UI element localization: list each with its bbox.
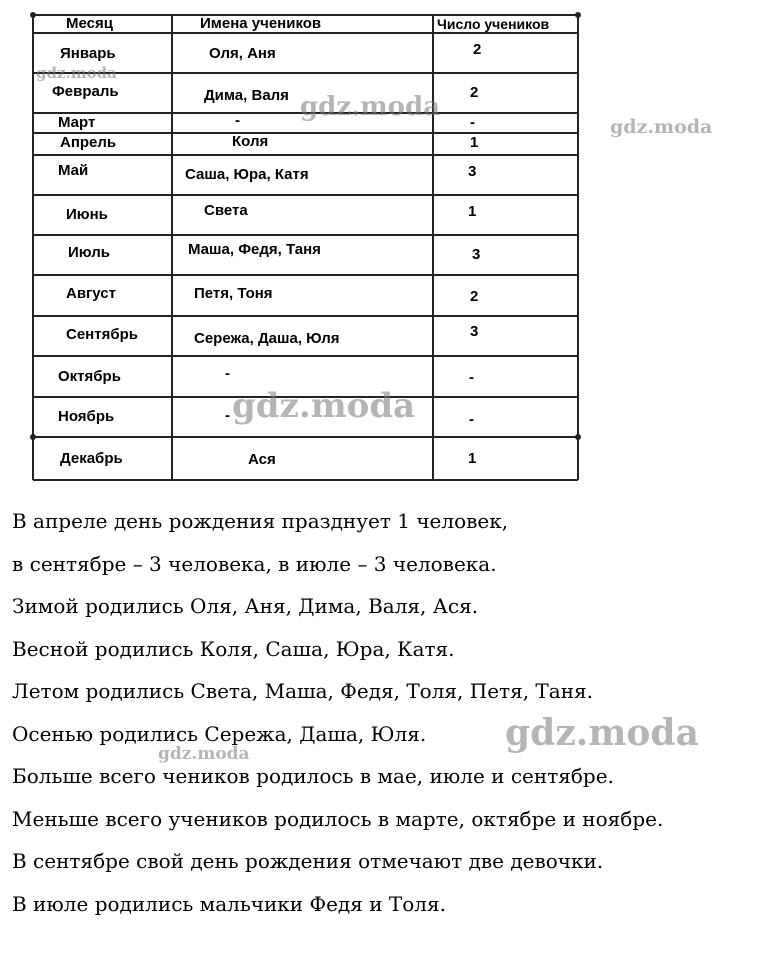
row-month: Сентябрь: [66, 326, 138, 343]
row-month: Март: [58, 114, 96, 131]
answer-line: Летом родились Света, Маша, Федя, Толя, Петя, Таня.: [12, 679, 593, 703]
row-count: 3: [472, 246, 481, 263]
row-count: 1: [468, 450, 477, 467]
row-names: Петя, Тоня: [194, 285, 273, 302]
answer-line: Осенью родились Сережа, Даша, Юля.: [12, 722, 427, 746]
row-month: Июнь: [66, 206, 108, 223]
watermark: gdz.moda: [505, 712, 699, 754]
row-names: Дима, Валя: [204, 87, 289, 104]
row-count: 3: [468, 163, 477, 180]
row-names: Маша, Федя, Таня: [188, 241, 321, 258]
answer-line: Зимой родились Оля, Аня, Дима, Валя, Ася.: [12, 594, 479, 618]
row-names: -: [225, 365, 230, 382]
header-month: Месяц: [66, 15, 113, 32]
watermark: gdz.moda: [36, 64, 117, 82]
row-names: Сережа, Даша, Юля: [194, 330, 340, 347]
row-month: Август: [66, 285, 116, 302]
watermark: gdz.moda: [232, 386, 416, 426]
answer-line: Больше всего чеников родилось в мае, июле и сентябре.: [12, 764, 614, 788]
row-names: Ася: [248, 451, 276, 468]
row-count: 2: [470, 84, 479, 101]
row-count: 2: [473, 41, 482, 58]
row-count: -: [470, 114, 475, 131]
answer-line: В сентябре свой день рождения отмечают две девочки.: [12, 849, 604, 873]
watermark: gdz.moda: [610, 116, 713, 138]
row-month: Ноябрь: [58, 408, 115, 425]
row-names: -: [235, 112, 240, 129]
row-names: Света: [204, 202, 248, 219]
row-count: 1: [470, 134, 479, 151]
row-month: Февраль: [52, 83, 119, 100]
row-count: -: [469, 411, 474, 428]
row-month: Июль: [68, 244, 110, 261]
row-month: Апрель: [60, 134, 117, 151]
row-names: Оля, Аня: [209, 45, 276, 62]
answer-line: В июле родились мальчики Федя и Толя.: [12, 892, 446, 916]
answer-line: В апреле день рождения празднует 1 человек,: [12, 509, 509, 533]
row-count: 3: [470, 323, 479, 340]
row-month: Октябрь: [58, 368, 121, 385]
row-count: 1: [468, 203, 477, 220]
row-count: -: [469, 369, 474, 386]
answer-line: Весной родились Коля, Саша, Юра, Катя.: [12, 637, 455, 661]
watermark: gdz.moda: [158, 744, 250, 764]
header-names: Имена учеников: [200, 15, 322, 32]
answer-line: в сентябре – 3 человека, в июле – 3 человека.: [12, 552, 497, 576]
row-count: 2: [470, 288, 479, 305]
row-names: Саша, Юра, Катя: [185, 166, 309, 183]
row-month: Май: [58, 162, 89, 179]
watermark: gdz.moda: [300, 92, 441, 122]
header-count: Число учеников: [437, 16, 550, 32]
row-names: Коля: [232, 133, 269, 150]
row-month: Январь: [60, 45, 116, 62]
row-names: -: [225, 407, 230, 424]
answer-line: Меньше всего учеников родилось в марте, октябре и ноябре.: [12, 807, 664, 831]
row-month: Декабрь: [60, 450, 123, 467]
